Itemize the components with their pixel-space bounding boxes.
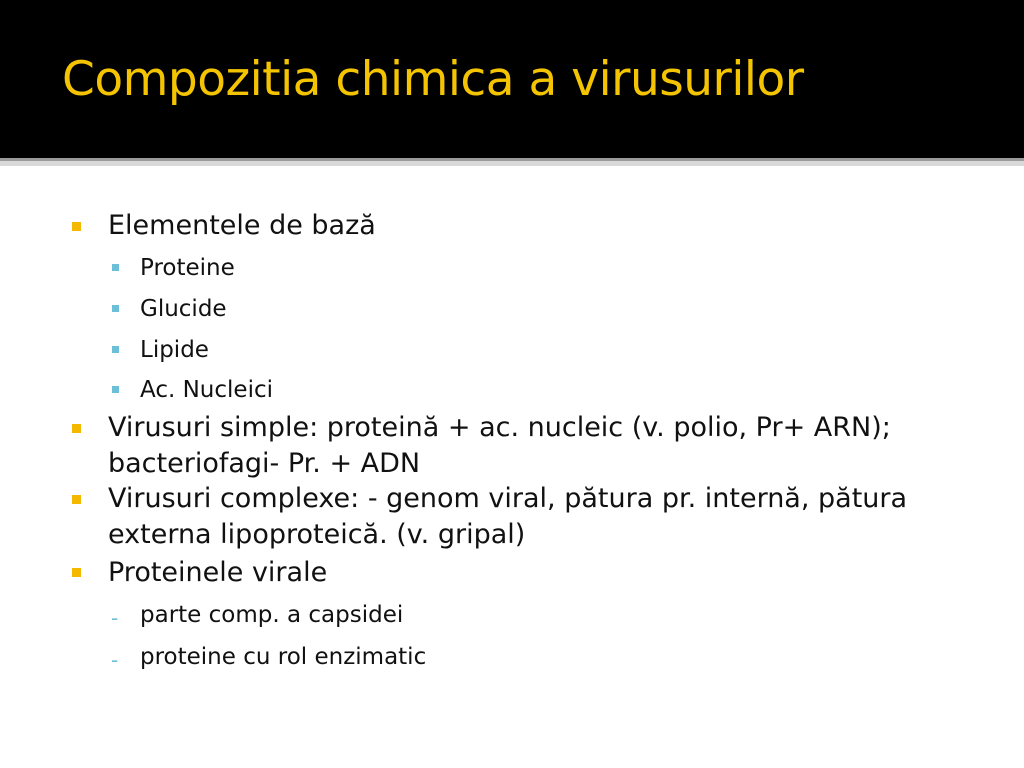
subbullet-acizi-nucleici: Ac. Nucleici bbox=[140, 377, 273, 403]
square-bullet-icon bbox=[112, 264, 119, 271]
bullet-virusuri-simple: Virusuri simple: proteină + ac. nucleic (v. polio, Pr+ ARN); bacteriofagi- Pr. + ADN bbox=[108, 412, 891, 479]
square-bullet-icon bbox=[72, 568, 81, 577]
square-bullet-icon bbox=[112, 305, 119, 312]
subbullet-proteine: Proteine bbox=[140, 255, 235, 281]
dash-bullet-icon: - bbox=[111, 606, 119, 630]
subbullet-capsida: parte comp. a capsidei bbox=[140, 602, 404, 628]
bullet-proteinele-virale: Proteinele virale bbox=[108, 557, 328, 588]
bullet-elementele: Elementele de bază bbox=[108, 210, 376, 241]
bullet-virusuri-complexe: Virusuri complexe: - genom viral, pătura pr. internă, pătura externa lipoproteică. (v. gripal) bbox=[108, 483, 908, 550]
square-bullet-icon bbox=[112, 346, 119, 353]
subbullet-enzimatic: proteine cu rol enzimatic bbox=[140, 644, 427, 670]
square-bullet-icon bbox=[112, 386, 119, 393]
square-bullet-icon bbox=[72, 495, 81, 504]
subbullet-glucide: Glucide bbox=[140, 296, 227, 322]
subbullet-lipide: Lipide bbox=[140, 337, 209, 363]
slide-title: Compozitia chimica a virusurilor bbox=[62, 52, 804, 107]
dash-bullet-icon: - bbox=[111, 648, 119, 672]
square-bullet-icon bbox=[72, 222, 81, 231]
square-bullet-icon bbox=[72, 424, 81, 433]
